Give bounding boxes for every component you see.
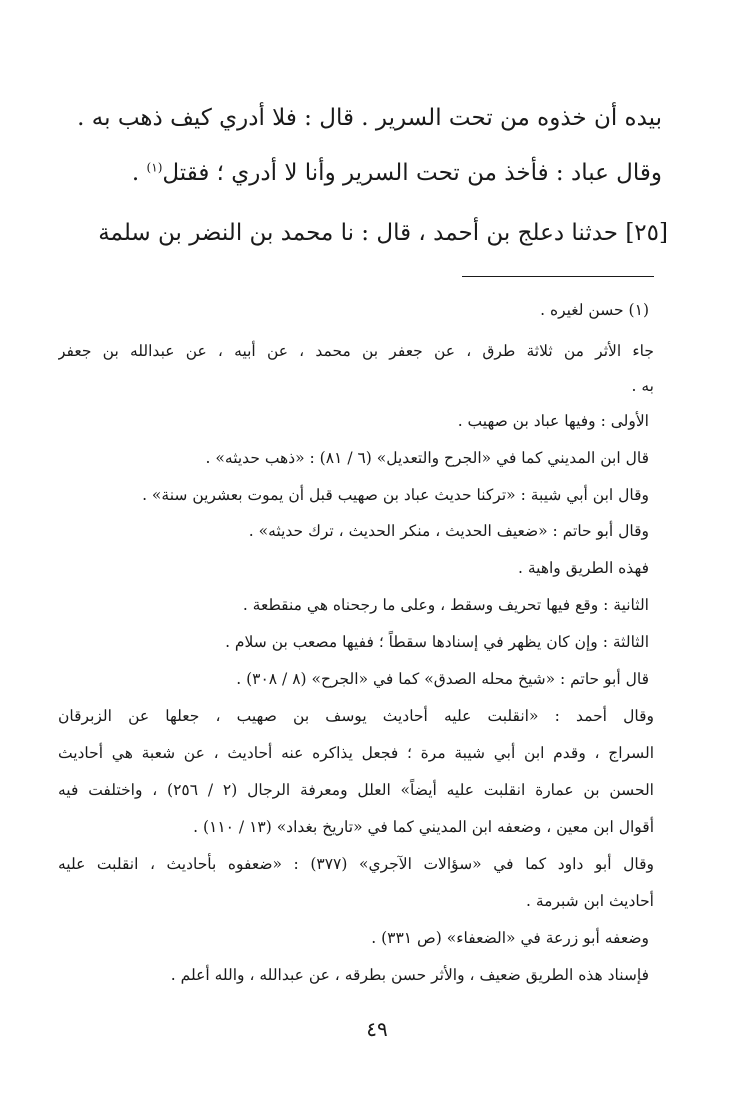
footnote-line-3: به . (631, 377, 654, 395)
footnote-separator (462, 276, 654, 277)
footnote-line-15: أقوال ابن معين ، وضعفه ابن المديني كما في «تاريخ بغداد» (١٣ / ١١٠) . (193, 818, 654, 836)
main-text-line-2-end: . (131, 160, 147, 186)
footnote-line-19: فإسناد هذه الطريق ضعيف ، والأثر حسن بطرقه ، عن عبدالله ، والله أعلم . (170, 966, 649, 984)
footnote-marker: (١) (146, 160, 163, 175)
footnote-line-5: قال ابن المديني كما في «الجرح والتعديل» (٦ / ٨١) : «ذهب حديثه» . (205, 449, 649, 467)
footnote-line-11: قال أبو حاتم : «شيخ محله الصدق» كما في «الجرح» (٨ / ٣٠٨) . (236, 670, 649, 688)
main-text-line-1: بيده أن خذوه من تحت السرير . قال : فلا أدري كيف ذهب به . (77, 105, 662, 131)
footnote-line-13: السراج ، وقدم ابن أبي شيبة مرة ؛ فجعل يذاكره عنه أحاديث ، عن شعبة هي أحاديث (58, 744, 654, 762)
footnote-line-2: جاء الأثر من ثلاثة طرق ، عن جعفر بن محمد ، عن أبيه ، عن عبدالله بن جعفر (58, 342, 654, 360)
footnote-line-18: وضعفه أبو زرعة في «الضعفاء» (ص ٣٣١) . (371, 929, 649, 947)
footnote-line-17: أحاديث ابن شبرمة . (525, 892, 654, 910)
main-text-line-2-body: وقال عباد : فأخذ من تحت السرير وأنا لا أدري ؛ فقتل (162, 160, 662, 186)
footnote-line-8: فهذه الطريق واهية . (517, 559, 649, 577)
footnote-line-16: وقال أبو داود كما في «سؤالات الآجري» (٣٧٧) : «ضعفوه بأحاديث ، انقلبت عليه (58, 855, 654, 873)
page-number: ٤٩ (366, 1017, 388, 1041)
footnote-line-9: الثانية : وقع فيها تحريف وسقط ، وعلى ما رجحناه هي منقطعة . (242, 596, 649, 614)
footnote-line-10: الثالثة : وإن كان يظهر في إسنادها سقطاً ؛ ففيها مصعب بن سلام . (225, 633, 649, 651)
footnote-1-heading: (١) حسن لغيره . (540, 301, 649, 319)
main-text-line-2 (132, 158, 662, 188)
footnote-line-14: الحسن بن عمارة انقلبت عليه أيضاً» العلل ومعرفة الرجال (٢ / ٢٥٦) ، واختلفت فيه (58, 781, 654, 799)
footnote-line-4: الأولى : وفيها عباد بن صهيب . (457, 412, 649, 430)
footnote-line-12: وقال أحمد : «انقلبت عليه أحاديث يوسف بن صهيب ، جعلها عن الزبرقان (58, 707, 654, 725)
main-text-line-3: [٢٥] حدثنا دعلج بن أحمد ، قال : نا محمد بن النضر بن سلمة (98, 220, 668, 246)
footnote-line-6: وقال ابن أبي شيبة : «تركنا حديث عباد بن صهيب قبل أن يموت بعشرين سنة» . (142, 486, 649, 504)
footnote-line-7: وقال أبو حاتم : «ضعيف الحديث ، منكر الحديث ، ترك حديثه» . (248, 522, 649, 540)
